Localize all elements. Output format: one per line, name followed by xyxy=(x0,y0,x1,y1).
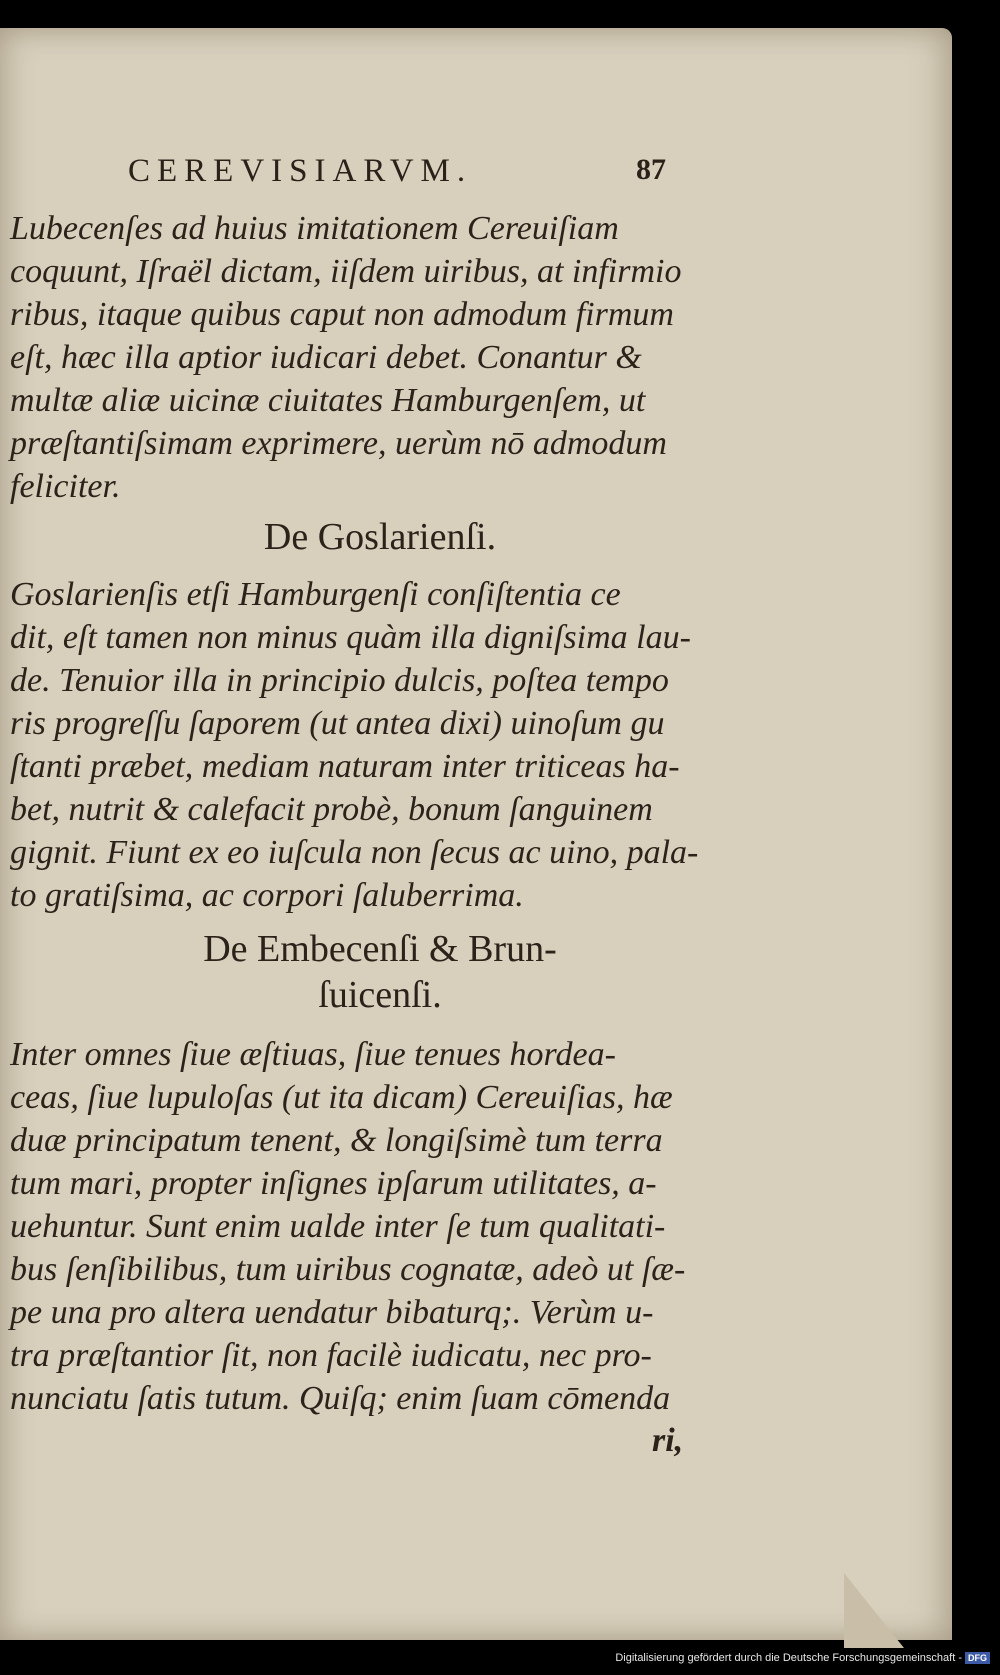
catchword: ri, xyxy=(652,1422,684,1459)
text-line: coquunt, Iſraël dictam, iiſdem uiribus, at infirmio xyxy=(10,253,682,290)
running-head: CEREVISIARVM. xyxy=(128,153,473,189)
page-corner-curl xyxy=(844,1573,904,1648)
section-heading: ſuicenſi. xyxy=(318,974,442,1016)
text-line: præſtantiſsimam exprimere, uerùm nō admodum xyxy=(10,425,667,462)
text-line: tra præſtantior ſit, non facilè iudicatu, nec pro- xyxy=(10,1337,652,1374)
text-line: ceas, ſiue lupuloſas (ut ita dicam) Cereuiſias, hæ xyxy=(10,1079,673,1116)
text-line: bus ſenſibilibus, tum uiribus cognatæ, adeò ut ſæ- xyxy=(10,1251,686,1288)
digitization-credit xyxy=(0,1652,990,1664)
text-line: nunciatu ſatis tutum. Quiſq; enim ſuam cōmenda xyxy=(10,1380,671,1417)
text-line: multæ aliæ uicinæ ciuitates Hamburgenſem, ut xyxy=(10,382,646,419)
text-line: Inter omnes ſiue æſtiuas, ſiue tenues hordea- xyxy=(10,1036,616,1073)
text-line: bet, nutrit & calefacit probè, bonum ſanguinem xyxy=(10,791,653,828)
text-line: to gratiſsima, ac corpori ſaluberrima. xyxy=(10,877,524,914)
text-line: ris progreſſu ſaporem (ut antea dixi) uinoſum gu xyxy=(10,705,665,742)
text-line: eſt, hæc illa aptior iudicari debet. Conantur & xyxy=(10,339,642,376)
text-line: uehuntur. Sunt enim ualde inter ſe tum qualitati- xyxy=(10,1208,666,1245)
text-line: Goslarienſis etſi Hamburgenſi conſiſtentia ce xyxy=(10,576,621,613)
text-line: ribus, itaque quibus caput non admodum firmum xyxy=(10,296,674,333)
text-line: gignit. Fiunt ex eo iuſcula non ſecus ac uino, pala- xyxy=(10,834,699,871)
text-line: feliciter. xyxy=(10,468,121,505)
text-line: dit, eſt tamen non minus quàm illa digniſsima lau- xyxy=(10,619,691,656)
dfg-logo: DFG xyxy=(965,1652,990,1664)
page-number: 87 xyxy=(636,153,666,186)
text-line: de. Tenuior illa in principio dulcis, poſtea tempo xyxy=(10,662,669,699)
text-line: pe una pro altera uendatur bibaturq;. Verùm u- xyxy=(10,1294,654,1331)
credit-text: Digitalisierung gefördert durch die Deutsche Forschungsgemeinschaft - xyxy=(615,1652,962,1664)
text-line: duæ principatum tenent, & longiſsimè tum terra xyxy=(10,1122,663,1159)
book-page xyxy=(0,28,952,1640)
text-line: Lubecenſes ad huius imitationem Cereuiſiam xyxy=(10,210,619,247)
text-line: tum mari, propter inſignes ipſarum utilitates, a- xyxy=(10,1165,657,1202)
section-heading: De Embecenſi & Brun- xyxy=(203,928,557,970)
text-line: ſtanti præbet, mediam naturam inter triticeas ha- xyxy=(10,748,680,785)
section-heading: De Goslarienſi. xyxy=(263,516,497,558)
